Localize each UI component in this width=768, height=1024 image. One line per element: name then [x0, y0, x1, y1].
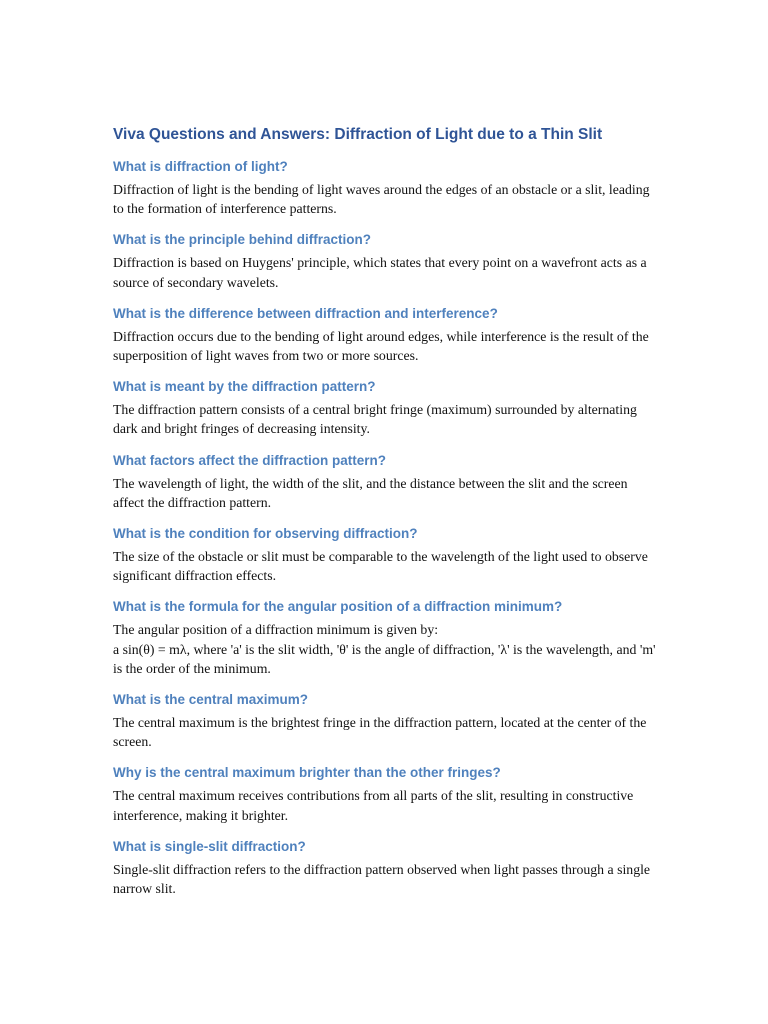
question-heading: What factors affect the diffraction pattern? [113, 452, 387, 468]
answer-text: Diffraction is based on Huygens' principle, which states that every point on a wavefront acts as a source of secondary wavelets. [113, 255, 647, 290]
question-heading: What is meant by the diffraction pattern? [113, 379, 376, 395]
answer-text: Diffraction occurs due to the bending of light around edges, while interference is the result of the superposition of light waves from two or more sources. [113, 328, 649, 364]
qa-item [113, 598, 658, 678]
answer-text: The central maximum receives contributions from all parts of the slit, resulting in constructive interference, making it brighter. [113, 788, 634, 823]
answer-text: The wavelength of light, the width of the slit, and the distance between the slit and the screen affect the diffraction pattern. [113, 475, 628, 510]
question-heading: What is the difference between diffraction and interference? [113, 305, 498, 321]
qa-item [113, 691, 658, 751]
answer-text: The angular position of a diffraction minimum is given by: [113, 622, 439, 638]
document-body [113, 125, 658, 911]
qa-item [113, 231, 658, 291]
question-heading: What is single-slit diffraction? [113, 838, 306, 854]
formula-text: a sin(θ) = mλ, where 'a' is the slit width, 'θ' is the angle of diffraction, 'λ' is the wavelength, and 'm' is the order of the minimum. [113, 641, 656, 676]
question-heading: What is diffraction of light? [113, 159, 288, 174]
answer-text: Diffraction of light is the bending of light waves around the edges of an obstacle or a slit, leading to the formation of interference patterns. [113, 182, 650, 217]
question-heading: What is the formula for the angular position of a diffraction minimum? [113, 599, 563, 615]
answer-text: The size of the obstacle or slit must be comparable to the wavelength of the light used to observe significant diffraction effects. [113, 549, 648, 584]
answer-text: Single-slit diffraction refers to the diffraction pattern observed when light passes through a single narrow slit. [113, 861, 651, 897]
question-heading: What is the central maximum? [113, 692, 309, 708]
qa-item [113, 305, 658, 365]
qa-item [113, 525, 658, 585]
question-heading: What is the condition for observing diffraction? [113, 526, 418, 542]
document-title: Viva Questions and Answers: Diffraction of Light due to a Thin Slit [113, 126, 603, 143]
answer-text: The diffraction pattern consists of a central bright fringe (maximum) surrounded by alternating dark and bright fringes of decreasing intensity. [113, 402, 637, 437]
question-heading: What is the principle behind diffraction? [113, 232, 372, 248]
qa-item [113, 378, 658, 438]
qa-item [113, 838, 658, 898]
qa-item [113, 158, 658, 218]
question-heading: Why is the central maximum brighter than the other fringes? [113, 765, 501, 781]
qa-item [113, 452, 658, 512]
qa-item [113, 764, 658, 824]
answer-text: The central maximum is the brightest fringe in the diffraction pattern, located at the center of the screen. [113, 715, 647, 750]
